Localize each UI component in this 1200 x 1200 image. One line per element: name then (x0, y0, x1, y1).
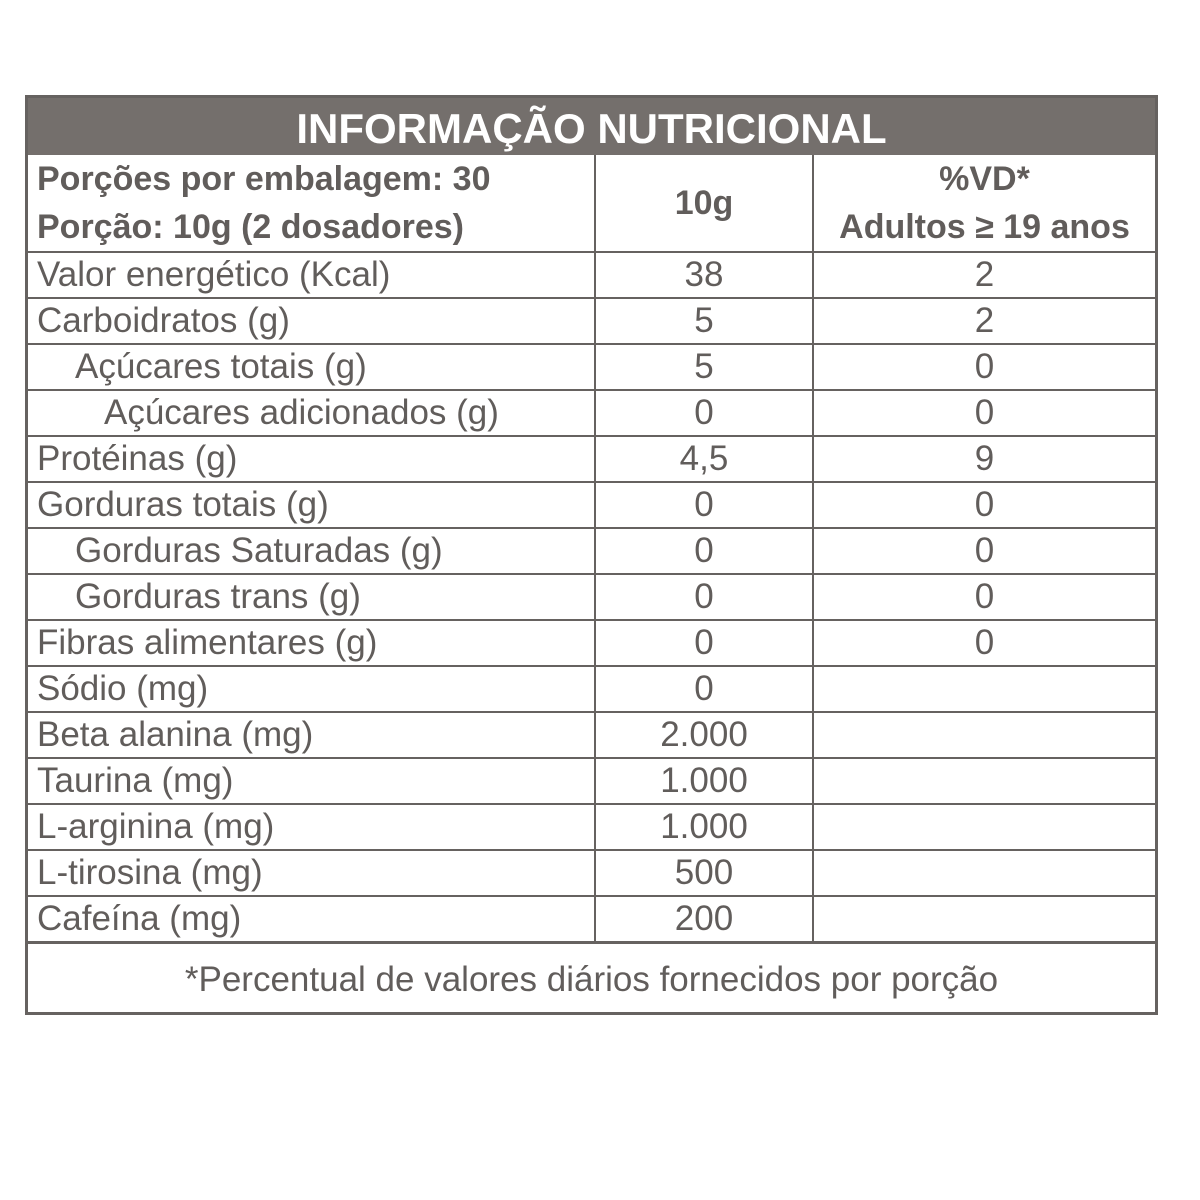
table-row (28, 252, 1155, 298)
table-row (28, 804, 1155, 850)
nutrient-label: Açúcares adicionados (g) (28, 390, 595, 436)
nutrient-quantity: 0 (595, 620, 813, 666)
table-row (28, 574, 1155, 620)
nutrient-label: Beta alanina (mg) (28, 712, 595, 758)
nutrient-quantity: 4,5 (595, 436, 813, 482)
nutrient-quantity: 2.000 (595, 712, 813, 758)
table-row (28, 344, 1155, 390)
nutrient-label: Valor energético (Kcal) (28, 252, 595, 298)
nutrition-facts-panel (25, 95, 1158, 1015)
nutrient-daily-value (813, 758, 1155, 804)
nutrient-label: Carboidratos (g) (28, 298, 595, 344)
nutrient-daily-value (813, 666, 1155, 712)
nutrient-quantity: 38 (595, 252, 813, 298)
table-row (28, 436, 1155, 482)
vd-column-header (813, 155, 1155, 252)
nutrition-title: INFORMAÇÃO NUTRICIONAL (28, 98, 1155, 155)
nutrient-label: Taurina (mg) (28, 758, 595, 804)
nutrient-quantity: 5 (595, 298, 813, 344)
nutrient-quantity: 1.000 (595, 804, 813, 850)
nutrient-daily-value (813, 850, 1155, 896)
nutrient-daily-value: 2 (813, 298, 1155, 344)
nutrient-daily-value: 0 (813, 482, 1155, 528)
table-row (28, 482, 1155, 528)
nutrient-daily-value (813, 804, 1155, 850)
table-row (28, 712, 1155, 758)
nutrition-table (28, 155, 1155, 941)
nutrient-daily-value: 0 (813, 620, 1155, 666)
nutrient-label: Gorduras trans (g) (28, 574, 595, 620)
nutrient-quantity: 500 (595, 850, 813, 896)
nutrient-quantity: 1.000 (595, 758, 813, 804)
table-row (28, 528, 1155, 574)
nutrient-label: Gorduras Saturadas (g) (28, 528, 595, 574)
serving-info-cell (28, 155, 595, 252)
nutrient-label: L-arginina (mg) (28, 804, 595, 850)
nutrient-label: Cafeína (mg) (28, 896, 595, 941)
nutrient-label: Sódio (mg) (28, 666, 595, 712)
table-row (28, 620, 1155, 666)
table-row (28, 850, 1155, 896)
serving-size: Porção: 10g (2 dosadores) (37, 208, 465, 246)
table-row (28, 758, 1155, 804)
table-row (28, 666, 1155, 712)
nutrient-label: Gorduras totais (g) (28, 482, 595, 528)
nutrient-daily-value: 0 (813, 390, 1155, 436)
nutrient-daily-value: 2 (813, 252, 1155, 298)
nutrient-quantity: 0 (595, 528, 813, 574)
nutrient-label: Açúcares totais (g) (28, 344, 595, 390)
nutrient-daily-value: 9 (813, 436, 1155, 482)
footnote: *Percentual de valores diários fornecidos por porção (28, 941, 1155, 1012)
vd-header-line2: Adultos ≥ 19 anos (839, 208, 1130, 246)
table-row (28, 896, 1155, 941)
nutrient-daily-value: 0 (813, 344, 1155, 390)
nutrient-label: Protéinas (g) (28, 436, 595, 482)
servings-per-package: Porções por embalagem: 30 (37, 160, 491, 198)
nutrient-daily-value (813, 712, 1155, 758)
nutrient-quantity: 200 (595, 896, 813, 941)
nutrient-label: Fibras alimentares (g) (28, 620, 595, 666)
nutrient-daily-value: 0 (813, 574, 1155, 620)
nutrient-daily-value (813, 896, 1155, 941)
qty-column-header: 10g (595, 155, 813, 252)
nutrient-quantity: 0 (595, 574, 813, 620)
table-header-row (28, 155, 1155, 252)
nutrient-quantity: 5 (595, 344, 813, 390)
nutrient-quantity: 0 (595, 666, 813, 712)
nutrient-daily-value: 0 (813, 528, 1155, 574)
vd-header-line1: %VD* (939, 160, 1030, 198)
nutrient-label: L-tirosina (mg) (28, 850, 595, 896)
nutrient-quantity: 0 (595, 482, 813, 528)
table-row (28, 298, 1155, 344)
nutrient-quantity: 0 (595, 390, 813, 436)
table-row (28, 390, 1155, 436)
